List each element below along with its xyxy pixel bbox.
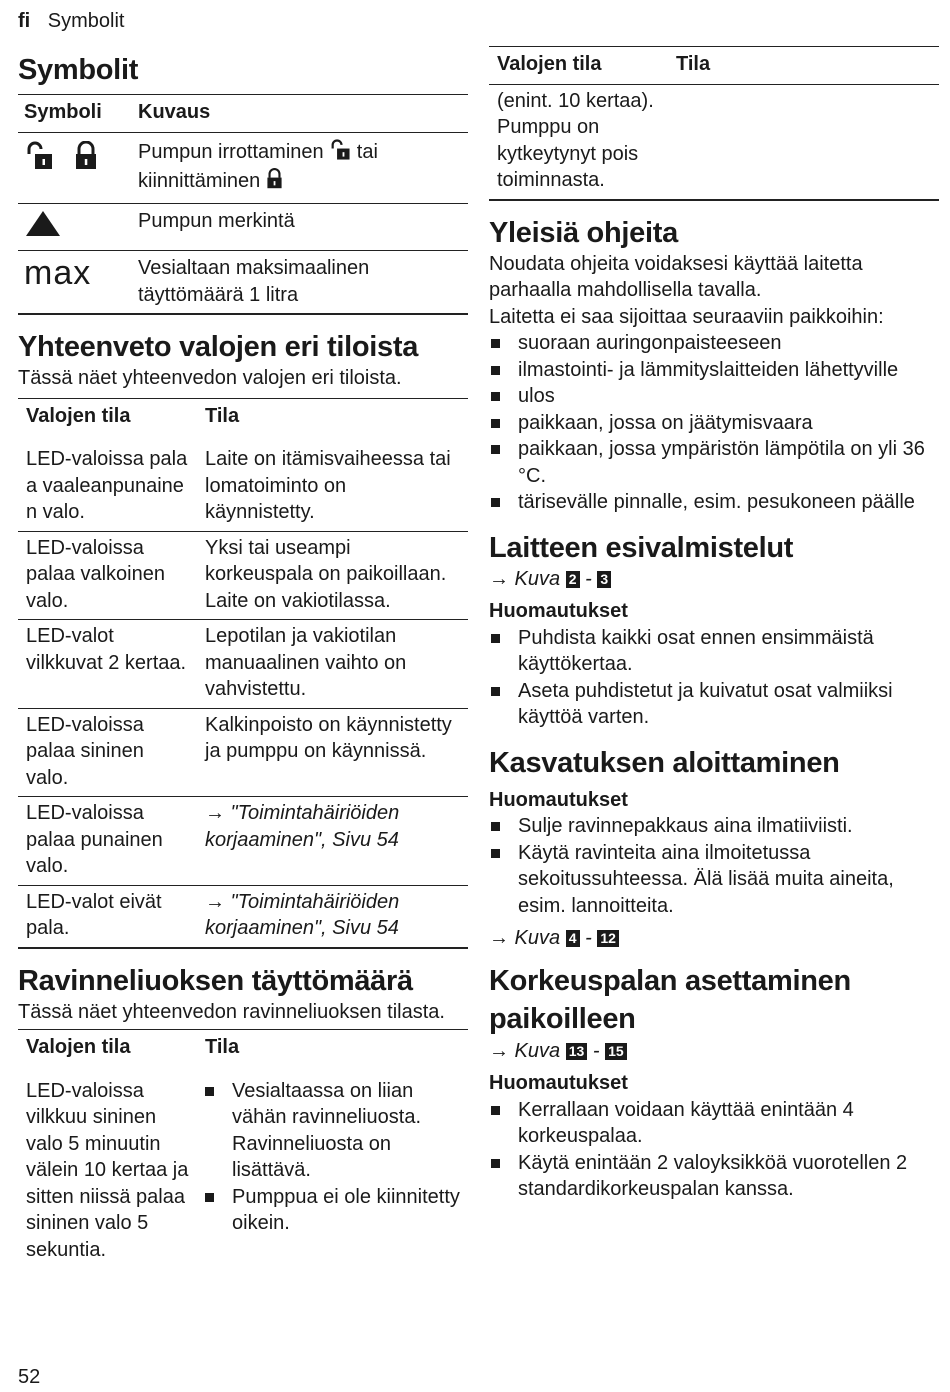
symbols-col-desc: Kuvaus (138, 101, 211, 123)
figure-ref-label: → Kuva (489, 1039, 561, 1062)
lock-open-inline-icon (329, 139, 351, 169)
symbol-desc-detach: Pumpun irrottaminen (138, 140, 324, 163)
list-item: Sulje ravinnepakkaus aina ilmatiiviisti. (489, 813, 939, 840)
lock-closed-icon (74, 141, 98, 179)
page-number: 52 (18, 1366, 41, 1388)
light-state: LED-valot vilkkuvat 2 kertaa. (26, 625, 187, 674)
lock-closed-inline-icon (266, 168, 283, 198)
nutrient-table-continued (489, 46, 939, 201)
symbols-title: Symbolit (18, 54, 139, 86)
light-state: LED-valot eivät pala. (26, 890, 162, 939)
figure-badge: 15 (605, 1043, 627, 1060)
figure-badge: 2 (566, 571, 580, 588)
list-item: paikkaan, jossa ympäristön lämpötila on yli 36 °C. (489, 436, 939, 489)
lights-col-state: Valojen tila (26, 404, 131, 427)
light-state: LED-valoissa palaa punainen valo. (26, 802, 163, 877)
nutrient-title: Ravinneliuoksen täyttömäärä (18, 964, 413, 997)
right-column (489, 46, 939, 1203)
prep-notes-title: Huomautukset (489, 600, 628, 622)
height-figure-ref[interactable] (489, 1038, 939, 1065)
height-title: Korkeuspalan asettaminen paikoilleen (489, 964, 851, 1035)
list-item: tärisevälle pinnalle, esim. pesukoneen päälle (489, 489, 939, 516)
nutrient-col-status: Tila (205, 1036, 240, 1058)
table-row (489, 84, 939, 200)
table-row (18, 885, 468, 948)
list-item: Puhdista kaikki osat ennen ensimmäistä käyttökertaa. (489, 625, 939, 678)
symbol-desc-mark: Pumpun merkintä (138, 209, 295, 232)
list-item: ilmastointi- ja lämmityslaitteiden lähettyville (489, 357, 939, 384)
nutrient-status-list (203, 1078, 460, 1237)
general-title: Yleisiä ohjeita (489, 216, 678, 249)
symbol-desc-attach: kiinnittäminen (138, 170, 261, 192)
figure-ref-sep: - (585, 927, 592, 949)
lights-table (18, 398, 468, 949)
figure-ref-label: → Kuva (489, 567, 561, 590)
troubleshooting-link[interactable]: → "Toimintahäiriöiden korjaaminen", Sivu 54 (205, 802, 400, 851)
lights-title: Yhteenveto valojen eri tiloista (18, 331, 419, 363)
light-state: LED-valoissa palaa valkoinen valo. (26, 536, 165, 612)
nutrient-cont-state: (enint. 10 kertaa). Pumppu on kytkeytynyt pois toiminnasta. (497, 89, 654, 191)
growing-list (489, 813, 939, 919)
header-section: Symbolit (47, 10, 125, 32)
list-item: Aseta puhdistetut ja kuivatut osat valmiiksi käyttöä varten. (489, 678, 939, 731)
growing-notes-title: Huomautukset (489, 788, 628, 811)
table-row (18, 620, 468, 709)
list-item: Käytä ravinteita aina ilmoitetussa sekoitussuhteessa. Älä lisää muita aineita, esim. lannoitteita. (489, 840, 939, 920)
list-item: Vesialtaassa on liian vähän ravinneliuosta. Ravinneliuosta on lisättävä. (203, 1078, 460, 1184)
nutrient-table (18, 1029, 468, 1268)
table-row (18, 708, 468, 797)
figure-badge: 4 (566, 930, 580, 947)
figure-badge: 12 (597, 930, 619, 947)
table-row (18, 439, 468, 531)
table-row (18, 1071, 468, 1269)
light-state: LED-valoissa palaa vaaleanpunaine n valo. (26, 448, 188, 523)
symbols-col-symbol: Symboli (24, 101, 102, 123)
light-status: Kalkinpoisto on käynnistetty ja pumppu on käynnissä. (205, 713, 452, 762)
page-header (18, 8, 124, 34)
list-item: Käytä enintään 2 valoyksikköä vuorotellen 2 standardikorkeuspalan kanssa. (489, 1150, 939, 1203)
light-status: Laite on itämisvaiheessa tai lomatoiminto on käynnistetty. (205, 448, 451, 523)
max-symbol: max (24, 254, 92, 292)
light-status: Lepotilan ja vakiotilan manuaalinen vaihto on vahvistettu. (205, 625, 407, 700)
symbol-desc-max: Vesialtaan maksimaalinen täyttömäärä 1 litra (138, 257, 370, 306)
height-notes-title: Huomautukset (489, 1072, 628, 1094)
nutrient-state: LED-valoissa vilkkuu sininen valo 5 minuutin välein 10 kertaa ja sitten niissä palaa sininen valo 5 sekuntia. (26, 1079, 189, 1261)
table-row (18, 797, 468, 886)
list-item: ulos (489, 383, 939, 410)
height-list (489, 1097, 939, 1203)
growing-title: Kasvatuksen aloittaminen (489, 746, 840, 779)
general-list (489, 330, 939, 516)
triangle-icon (24, 221, 62, 243)
left-column (18, 52, 468, 1268)
nutrient-cont-col-status: Tila (676, 53, 711, 75)
figure-badge: 3 (597, 571, 611, 588)
lights-intro: Tässä näet yhteenvedon valojen eri tiloista. (18, 367, 402, 389)
table-row (18, 203, 468, 251)
nutrient-col-state: Valojen tila (26, 1036, 131, 1058)
symbols-table (18, 94, 468, 315)
nutrient-cont-col-state: Valojen tila (497, 53, 602, 75)
general-p2: Laitetta ei saa sijoittaa seuraaviin paikkoihin: (489, 305, 884, 328)
symbol-desc-or: tai (356, 140, 378, 163)
language-code: fi (18, 10, 31, 32)
table-row (18, 132, 468, 203)
growing-figure-ref[interactable] (489, 925, 939, 952)
list-item: Pumppua ei ole kiinnitetty oikein. (203, 1184, 460, 1237)
table-row (18, 251, 468, 315)
nutrient-intro: Tässä näet yhteenvedon ravinneliuoksen tilasta. (18, 1000, 445, 1023)
general-p1: Noudata ohjeita voidaksesi käyttää laitetta parhaalla mahdollisella tavalla. (489, 252, 863, 301)
list-item: Kerrallaan voidaan käyttää enintään 4 korkeuspalaa. (489, 1097, 939, 1150)
lock-open-icon (24, 141, 54, 179)
lights-col-status: Tila (205, 404, 240, 427)
prep-figure-ref[interactable] (489, 566, 939, 593)
light-status: Yksi tai useampi korkeuspala on paikoillaan. Laite on vakiotilassa. (205, 536, 447, 612)
figure-ref-label: → Kuva (489, 927, 561, 949)
table-row (18, 531, 468, 620)
figure-badge: 13 (566, 1043, 588, 1060)
list-item: paikkaan, jossa on jäätymisvaara (489, 410, 939, 437)
troubleshooting-link[interactable]: → "Toimintahäiriöiden korjaaminen", Sivu 54 (205, 890, 400, 939)
prep-title: Laitteen esivalmistelut (489, 531, 794, 564)
prep-list (489, 625, 939, 731)
figure-ref-sep: - (585, 567, 592, 590)
list-item: suoraan auringonpaisteeseen (489, 330, 939, 357)
figure-ref-sep: - (592, 1039, 600, 1062)
light-state: LED-valoissa palaa sininen valo. (26, 713, 144, 789)
